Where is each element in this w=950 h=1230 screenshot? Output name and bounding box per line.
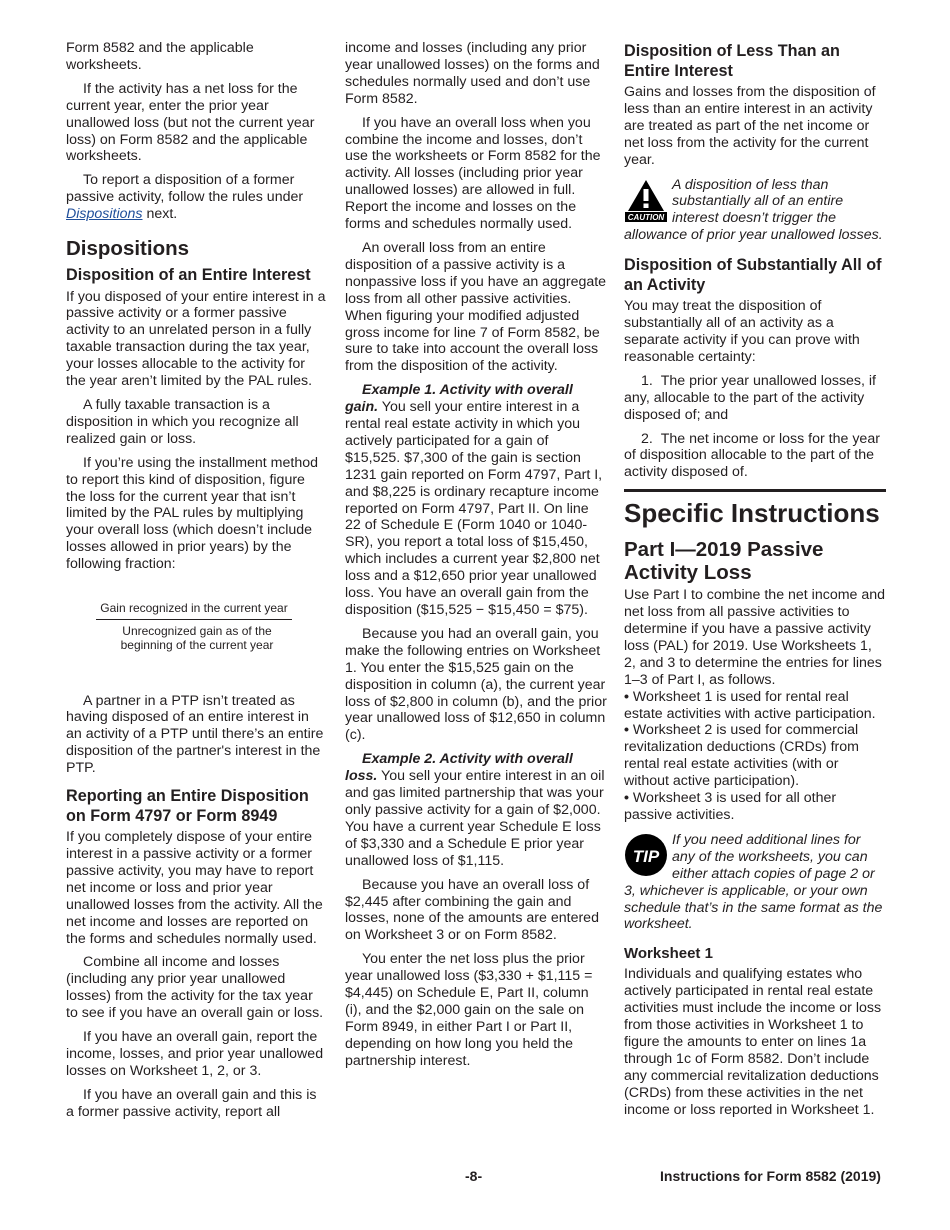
heading-part-1: Part I—2019 Passive Activity Loss <box>624 538 824 585</box>
column-3 <box>624 40 886 1126</box>
bullet-icon: • <box>624 688 629 705</box>
fraction <box>66 601 328 653</box>
heading-specific-instructions: Specific Instructions <box>624 489 886 528</box>
fraction-denominator: Unrecognized gain as of the beginning of the current year <box>120 623 274 653</box>
bullet-icon: • <box>624 790 629 807</box>
document-title: Instructions for Form 8582 (2019) <box>660 1168 881 1184</box>
caution-note <box>624 177 886 245</box>
list-item: 1. The prior year unallowed losses, if any, allocable to the part of the activity disposed of; and <box>624 372 876 423</box>
heading-substantially-all: Disposition of Substantially All of an Activity <box>624 256 882 294</box>
paragraph: If the activity has a net loss for the current year, enter the prior year unallowed loss (but not the current year loss) on Form 8582 and the applicable worksheets. <box>66 80 315 165</box>
paragraph: If you have an overall loss when you combine the income and losses, don’t use the worksheets or Form 8582 for the activity. All losses (including prior year unallowed losses) are allowed in full. Report the income and losses on the forms and schedules normally used. <box>345 114 601 233</box>
tip-note <box>624 832 886 933</box>
list-item: 2. The net income or loss for the year of disposition allocable to the part of the activity disposed of. <box>624 430 880 481</box>
paragraph: Because you had an overall gain, you make the following entries on Worksheet 1. You enter the $15,525 gain on the disposition in column (a), the current year loss of $2,800 in column (b), and the prior year unallowed loss of $12,650 in column (c). <box>345 625 607 744</box>
paragraph: income and losses (including any prior year unallowed losses) on the forms and schedules normally used and don’t use Form 8582. <box>345 40 600 107</box>
heading-reporting-disposition: Reporting an Entire Disposition on Form 4797 or Form 8949 <box>66 787 309 825</box>
paragraph-dispositions-ref: To report a disposition of a former passive activity, follow the rules under Dispositions next. <box>66 172 304 223</box>
example-2: Example 2. Activity with overall loss. You sell your entire interest in an oil and gas limited partnership that was your only passive activity for a gain of $2,000. You have a current year Schedule E loss of $3,330 and a Schedule E prior year unallowed loss of $1,115. <box>345 751 605 869</box>
paragraph: Form 8582 and the applicable worksheets. <box>66 40 254 73</box>
heading-entire-interest: Disposition of an Entire Interest <box>66 266 311 285</box>
column-2 <box>345 40 607 1077</box>
paragraph: Because you have an overall loss of $2,445 after combining the gain and losses, none of the amounts are entered on Worksheet 3 or on Form 8582. <box>345 876 599 944</box>
paragraph: You enter the net loss plus the prior year unallowed loss ($3,330 + $1,115 = $4,445) on Schedule E, Part II, column (i), and the $2,000 gain on the sale on Form 8949, in either Part I or Part II, depending on how long you held the partnership interest. <box>345 951 593 1069</box>
heading-less-than-entire: Disposition of Less Than an Entire Interest <box>624 42 840 80</box>
paragraph: If you’re using the installment method to report this kind of disposition, figure the loss for the current year that isn’t limited by the PAL rules by multiplying your overall loss (which doesn’t include losses allowed in prior years) by the following fraction: <box>66 454 319 573</box>
caution-icon <box>624 177 668 223</box>
paragraph: You may treat the disposition of substantially all of an activity as a separate activity if you can prove with reasonable certainty: <box>624 298 860 365</box>
caution-text: A disposition of less than substantially all of an entire interest doesn’t trigger the allowance of prior year unallowed losses. <box>624 176 883 244</box>
bullet-item: • Worksheet 3 is used for all other passive activities. <box>624 790 837 823</box>
paragraph: If you disposed of your entire interest in a passive activity or a former passive activity to an unrelated person in a fully taxable transaction during the tax year, your losses allocable to the activity for the year aren’t limited by the PAL rules. <box>66 288 326 390</box>
heading-worksheet-1: Worksheet 1 <box>624 945 713 963</box>
paragraph: An overall loss from an entire disposition of a passive activity is a nonpassive loss if you have an aggregate loss from all other passive activities. When figuring your modified adjusted gross income for line 7 of Form 8582, be sure to take into account the overall loss from the disposition of the activity. <box>345 239 607 375</box>
paragraph: If you have an overall gain, report the income, losses, and prior year unallowed losses on Worksheet 1, 2, or 3. <box>66 1029 324 1079</box>
example-1-heading: Example 1. Activity with overall gain. <box>345 382 573 416</box>
fraction-numerator: Gain recognized in the current year <box>96 601 292 620</box>
paragraph: Combine all income and losses (including any prior year unallowed losses) from the activity for the tax year to see if you have an overall gain or loss. <box>66 954 324 1022</box>
example-2-heading: Example 2. Activity with overall loss. <box>345 751 573 785</box>
paragraph: Use Part I to combine the net income and net loss from all passive activities to determine if you have a passive activity loss (PAL) for 2019. Use Worksheets 1, 2, and 3 to determine the entries for lines 1–3 of Part I, as follows. <box>624 587 886 688</box>
dispositions-link[interactable]: Dispositions <box>66 206 143 223</box>
example-1: Example 1. Activity with overall gain. You sell your entire interest in a rental real estate activity in which you actively participated for a gain of $15,525. $7,300 of the gain is section 1231 gain reported on Form 4797, Part I, and $8,225 is ordinary recapture income reported on Form 4797, Part II. On line 22 of Schedule E (Form 1040 or 1040-SR), you report a total loss of $15,450, which includes a current year $2,800 net loss and a $12,650 prior year unallowed loss. You have an overall gain from the disposition ($15,525 − $15,450 = $75). <box>345 382 603 618</box>
paragraph: If you have an overall gain and this is a former passive activity, report all <box>66 1086 317 1120</box>
paragraph: A partner in a PTP isn’t treated as having disposed of an entire interest in an activity of a PTP until there’s an entire disposition of the partner's interest in the PTP. <box>66 692 324 777</box>
caution-label: CAUTION <box>627 212 665 222</box>
bullet-icon: • <box>624 722 629 739</box>
page-number: -8- <box>465 1168 483 1184</box>
tip-label: TIP <box>632 846 660 866</box>
tip-icon <box>624 832 668 878</box>
tip-text: If you need additional lines for any of the worksheets, you can either attach copies of page 2 or 3, whichever is applicable, or your own schedule that’s in the same format as the worksheet. <box>624 831 883 933</box>
bullet-item: • Worksheet 1 is used for rental real estate activities with active participation. <box>624 688 876 722</box>
column-1 <box>66 40 328 1121</box>
paragraph: Individuals and qualifying estates who actively participated in rental real estate activities must include the income or loss from those activities in Worksheet 1 to figure the amounts to enter on lines 1a through 1c of Form 8582. Don’t include any commercial revitalization deductions (CRDs) from these activities in the net income or loss reported in Worksheet 1. <box>624 966 882 1118</box>
heading-dispositions: Dispositions <box>66 237 190 261</box>
paragraph: Gains and losses from the disposition of less than an entire interest in an activity are treated as part of the net income or net loss from the activity for the current year. <box>624 84 876 168</box>
bullet-item: • Worksheet 2 is used for commercial revitalization deductions (CRDs) from rental real estate activities (with or without active participation). <box>624 722 859 790</box>
paragraph: If you completely dispose of your entire interest in a passive activity or a former passive activity, you may have to report net income or loss and prior year unallowed losses from the activity. All the net income and losses are reported on the forms and schedules normally used. <box>66 829 323 947</box>
paragraph: A fully taxable transaction is a disposition in which you recognize all realized gain or loss. <box>66 397 299 447</box>
